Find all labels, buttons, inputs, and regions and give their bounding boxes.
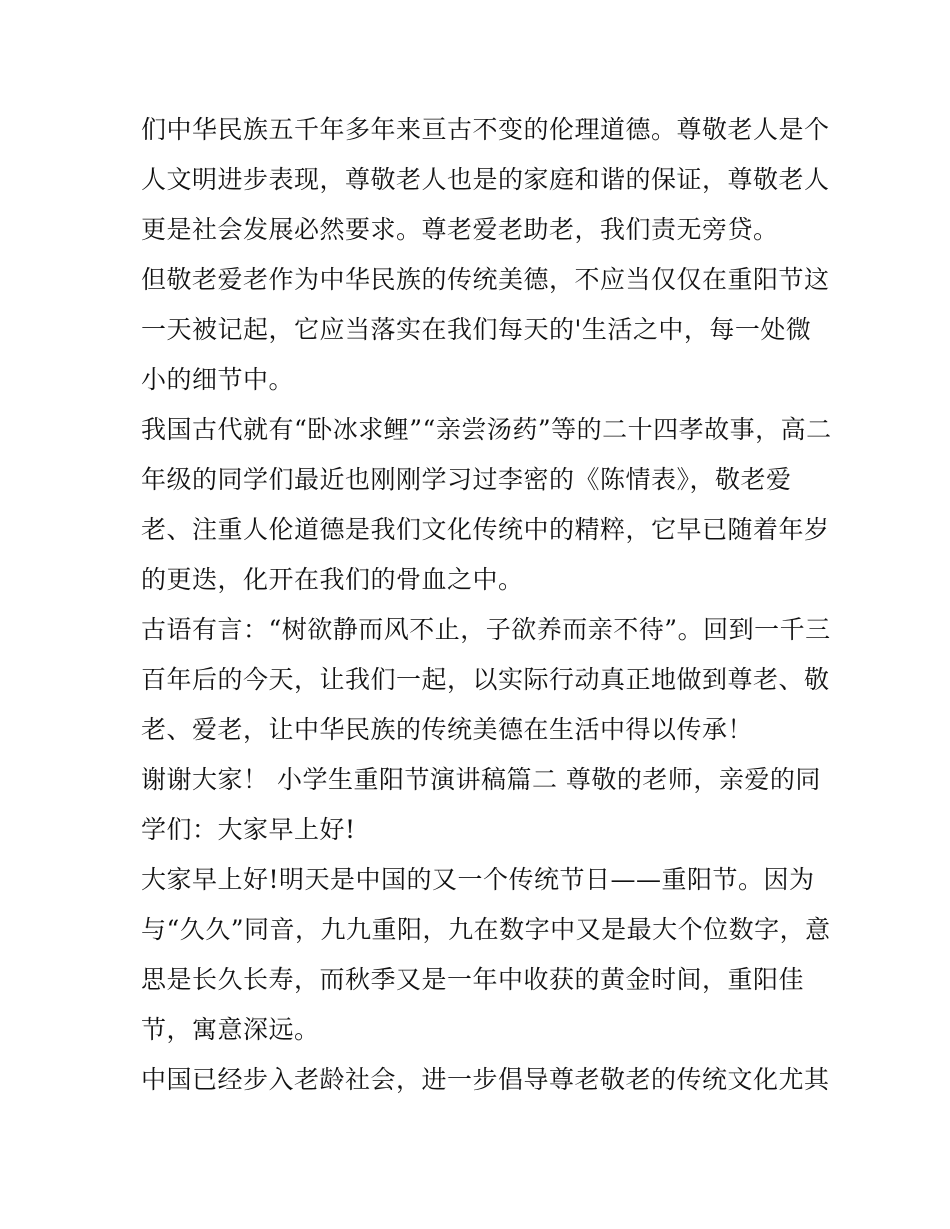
text-line: 大家早上好!明天是中国的又一个传统节日——重阳节。因为 xyxy=(141,865,815,894)
text-line: 小的细节中。 xyxy=(141,365,295,394)
text-line: 与“久久”同音，九九重阳，九在数字中又是最大个位数字，意 xyxy=(141,915,831,944)
text-line: 们中华民族五千年多年来亘古不变的伦理道德。尊敬老人是个 xyxy=(141,115,830,144)
text-line: 古语有言：“树欲静而风不止，子欲养而亲不待”。回到一千三 xyxy=(141,615,831,644)
text-line: 年级的同学们最近也刚刚学习过李密的《陈情表》，敬老爱 xyxy=(141,465,792,494)
text-line: 谢谢大家！ 小学生重阳节演讲稿篇二 尊敬的老师，亲爱的同 xyxy=(141,765,821,794)
text-line: 百年后的今天，让我们一起，以实际行动真正地做到尊老、敬 xyxy=(141,665,830,694)
text-line: 老、注重人伦道德是我们文化传统中的精粹，它早已随着年岁 xyxy=(141,515,830,544)
document-body xyxy=(141,105,832,1105)
text-line: 思是长久长寿，而秋季又是一年中收获的黄金时间，重阳佳 xyxy=(141,965,805,994)
text-line: 我国古代就有“卧冰求鲤”“亲尝汤药”等的二十四孝故事，高二 xyxy=(141,415,832,444)
text-line: 学们：大家早上好! xyxy=(141,815,356,844)
text-line: 的更迭，化开在我们的骨血之中。 xyxy=(141,565,524,594)
text-line: 人文明进步表现，尊敬老人也是的家庭和谐的保证，尊敬老人 xyxy=(141,165,830,194)
text-line: 一天被记起，它应当落实在我们每天的'生活之中，每一处微 xyxy=(141,315,812,344)
text-line: 中国已经步入老龄社会，进一步倡导尊老敬老的传统文化尤其 xyxy=(141,1065,830,1094)
text-line: 但敬老爱老作为中华民族的传统美德，不应当仅仅在重阳节这 xyxy=(141,265,830,294)
text-line: 老、爱老，让中华民族的传统美德在生活中得以传承！ xyxy=(141,715,754,744)
text-line: 更是社会发展必然要求。尊老爱老助老，我们责无旁贷。 xyxy=(141,215,779,244)
text-line: 节，寓意深远。 xyxy=(141,1015,320,1044)
